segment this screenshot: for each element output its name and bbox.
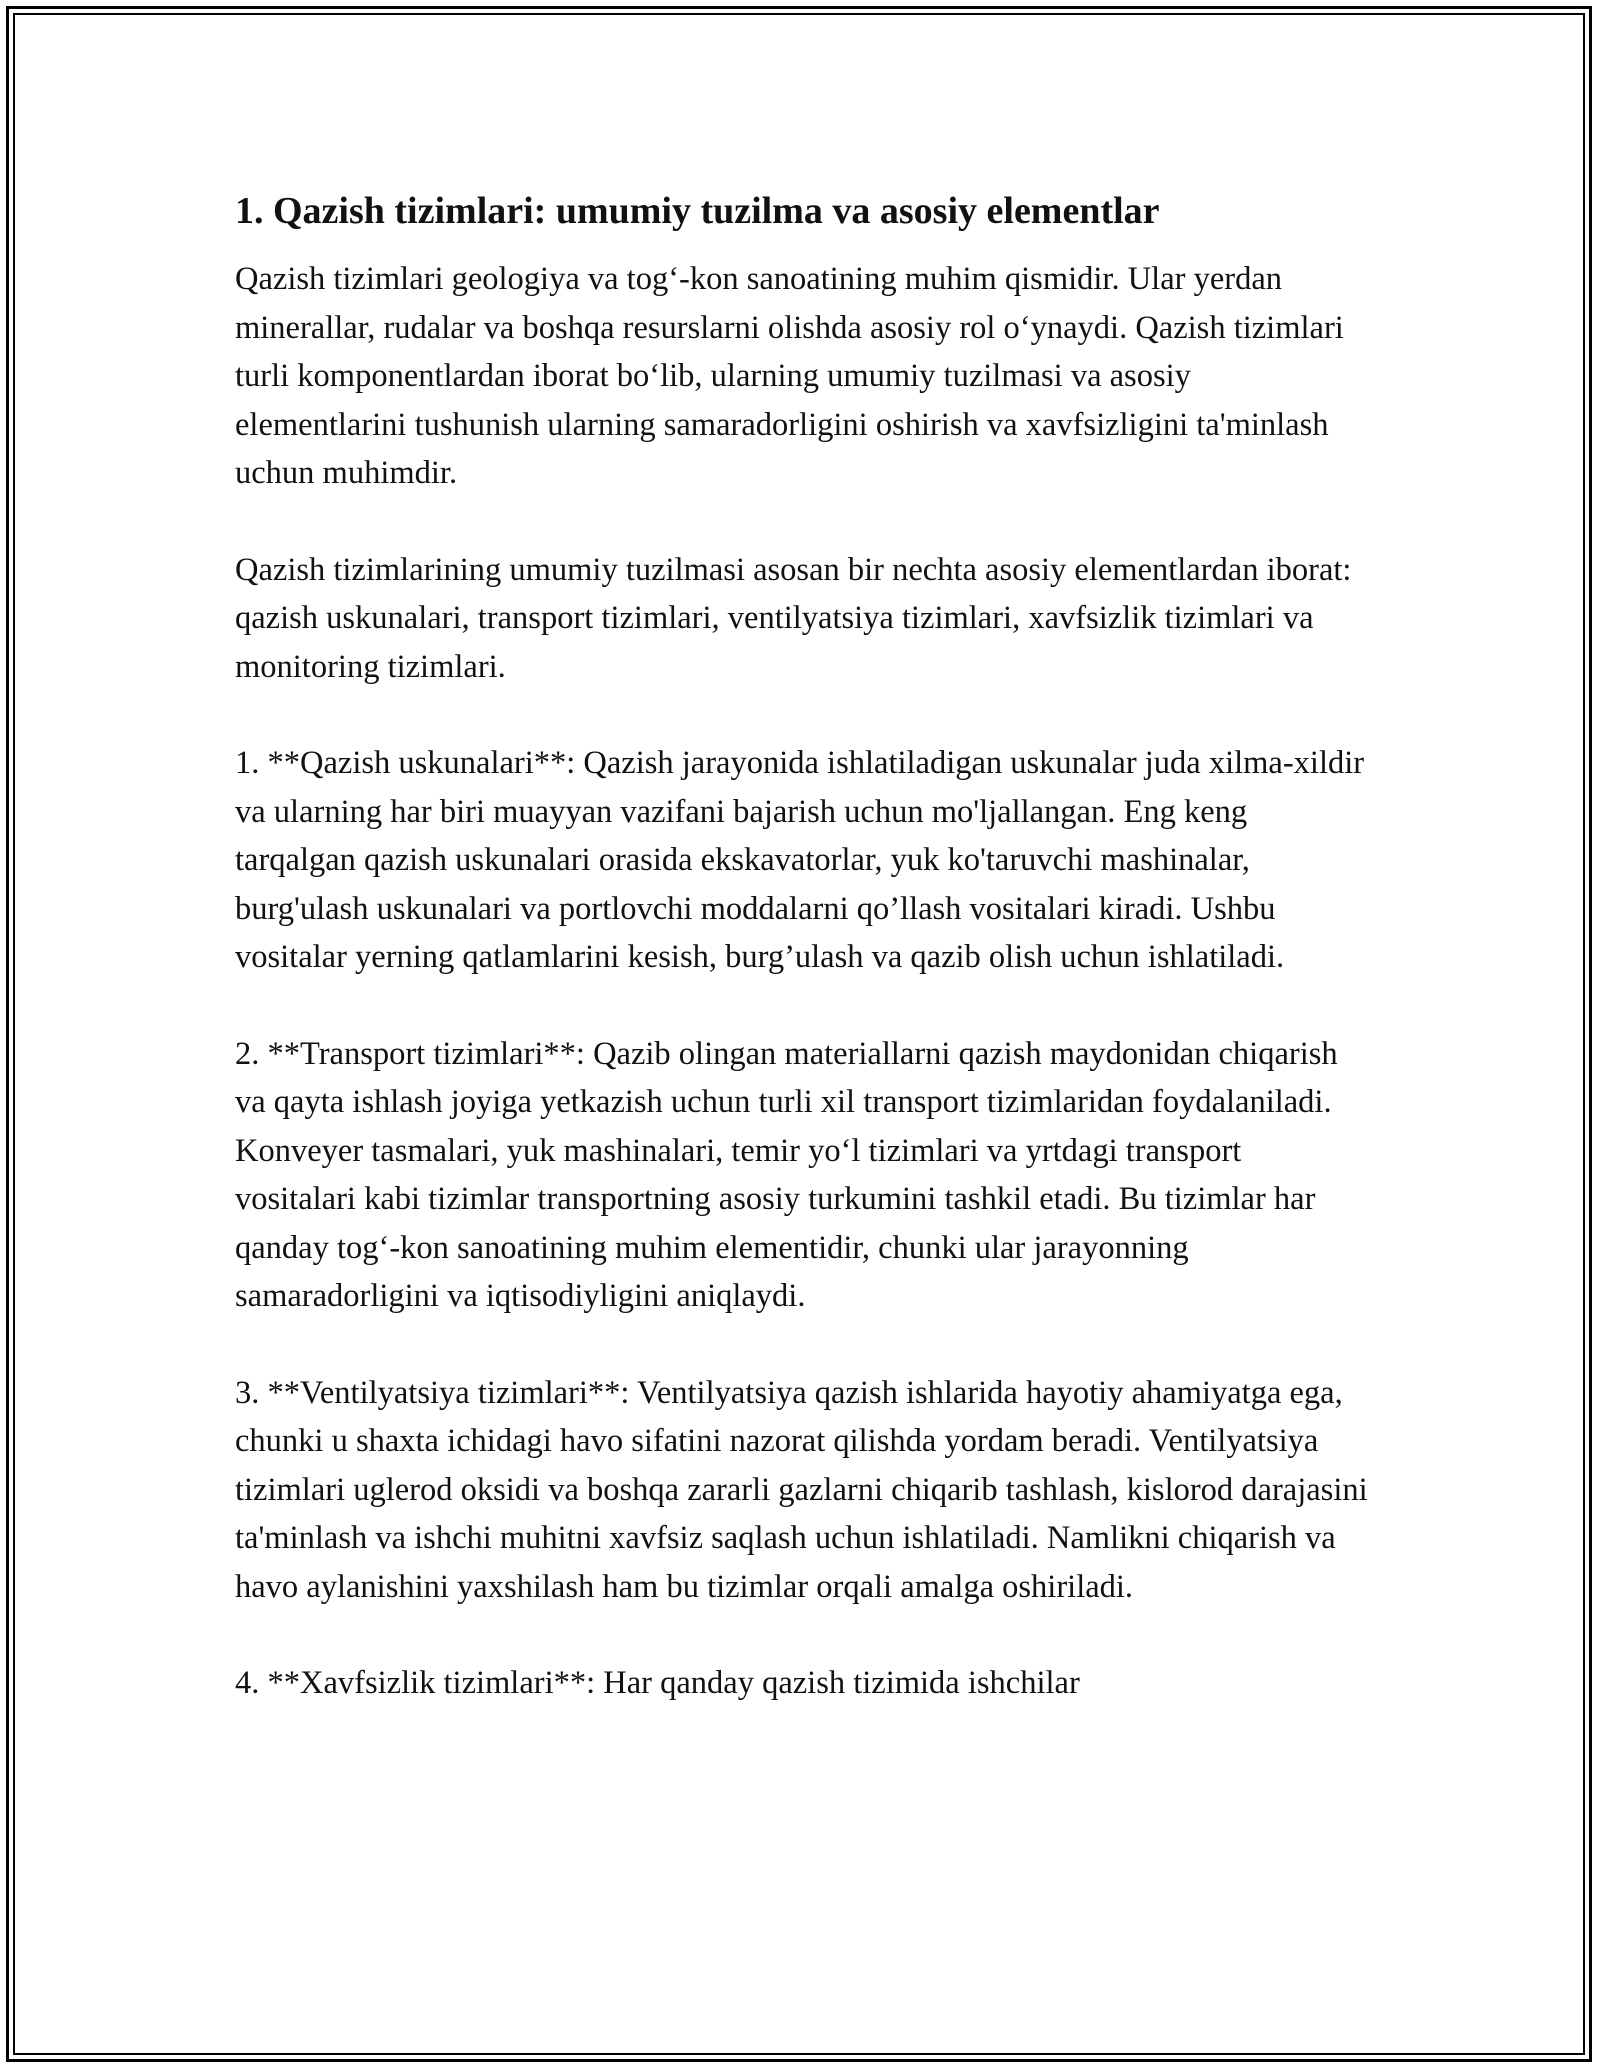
- paragraph-intro: Qazish tizimlari geologiya va tog‘-kon sanoatining muhim qismidir. Ular yerdan minerallar, rudalar va boshqa resurslarni olishda asosiy rol o‘ynaydi. Qazish tizimlari turli komponentlardan iborat bo‘lib, ularning umumiy tuzilmasi va asosiy elementlarini tushunish ularning samaradorligini oshirish va xavfsizligini ta'minlash uchun muhimdir.: [235, 261, 1344, 491]
- paragraph-ventilation-systems: 3. **Ventilyatsiya tizimlari**: Ventilyatsiya qazish ishlarida hayotiy ahamiyatga ega, chunki u shaxta ichidagi havo sifatini nazorat qilishda yordam beradi. Ventilyatsiya tizimlari uglerod oksidi va boshqa zararli gazlarni chiqarib tashlash, kislorod darajasini ta'minlash va ishchi muhitni xavfsiz saqlash uchun ishlatiladi. Namlikni chiqarish va havo aylanishini yaxshilash ham bu tizimlar orqali amalga oshiriladi.: [235, 1374, 1368, 1605]
- section-heading: 1. Qazish tizimlari: umumiy tuzilma va asosiy elementlar: [235, 190, 1160, 232]
- document-body: [235, 185, 1370, 1756]
- paragraph-excavation-equipment: 1. **Qazish uskunalari**: Qazish jarayonida ishlatiladigan uskunalar juda xilma-xildir va ularning har biri muayyan vazifani bajarish uchun mo'ljallangan. Eng keng tarqalgan qazish uskunalari orasida ekskavatorlar, yuk ko'taruvchi mashinalar, burg'ulash uskunalari va portlovchi moddalarni qo’llash vositalari kiradi. Ushbu vositalar yerning qatlamlarini kesish, burg’ulash va qazib olish uchun ishlatiladi.: [235, 745, 1365, 975]
- paragraph-safety-systems: 4. **Xavfsizlik tizimlari**: Har qanday qazish tizimida ishchilar: [235, 1665, 1080, 1701]
- paragraph-structure: Qazish tizimlarining umumiy tuzilmasi asosan bir nechta asosiy elementlardan iborat: qazish uskunalari, transport tizimlari, ventilyatsiya tizimlari, xavfsizlik tizimlari va monitoring tizimlari.: [235, 551, 1352, 685]
- paragraph-transport-systems: 2. **Transport tizimlari**: Qazib olingan materiallarni qazish maydonidan chiqarish va qayta ishlash joyiga yetkazish uchun turli xil transport tizimlaridan foydalaniladi. Konveyer tasmalari, yuk mashinalari, temir yo‘l tizimlari va yrtdagi transport vositalari kabi tizimlar transportning asosiy turkumini tashkil etadi. Bu tizimlar har qanday tog‘-kon sanoatining muhim elementidir, chunki ular jarayonning samaradorligini va iqtisodiyligini aniqlaydi.: [235, 1035, 1338, 1314]
